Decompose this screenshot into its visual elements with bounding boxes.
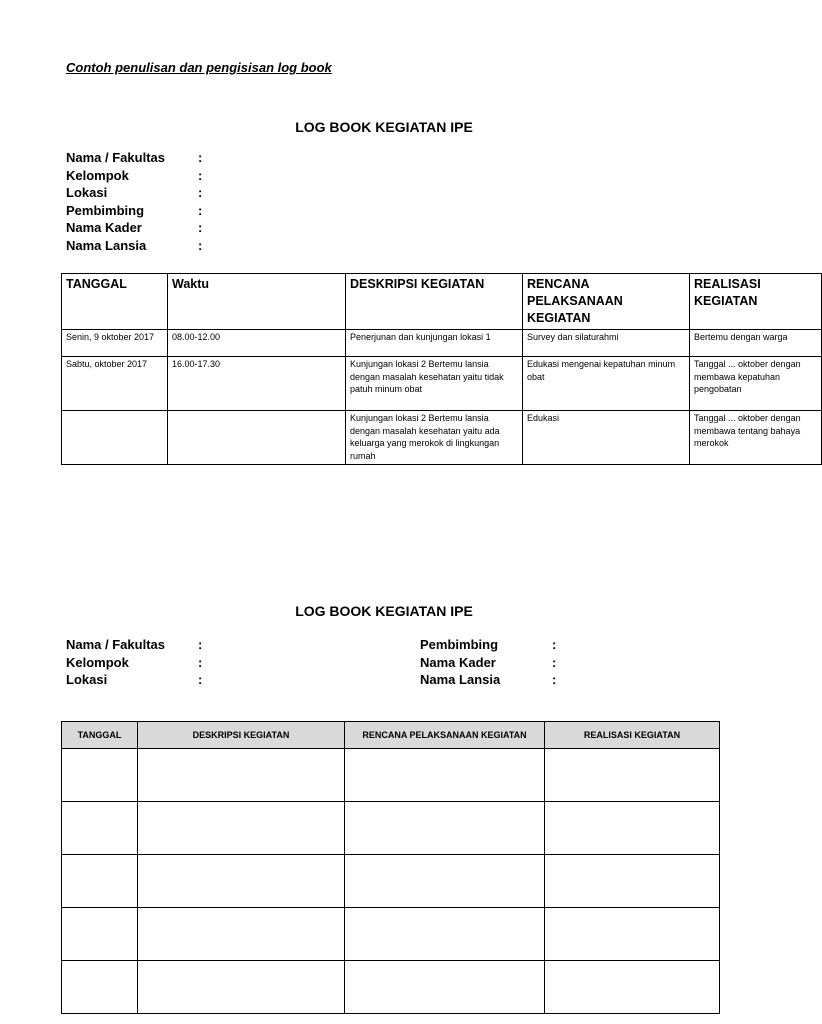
- table-cell[interactable]: [545, 855, 720, 908]
- table-cell: 16.00-17.30: [168, 357, 346, 411]
- identity-fields-right: [420, 636, 556, 689]
- table-cell[interactable]: [545, 908, 720, 961]
- table-cell: [168, 411, 346, 465]
- field-nama-kader: Nama Kader :: [66, 220, 203, 236]
- table-cell: Edukasi: [523, 411, 690, 465]
- header-realisasi: REALISASI KEGIATAN: [690, 274, 822, 330]
- table-cell: Edukasi mengenai kepatuhan minum obat: [523, 357, 690, 411]
- table-cell[interactable]: [545, 961, 720, 1014]
- table-cell[interactable]: [62, 908, 138, 961]
- table-cell: Kunjungan lokasi 2 Bertemu lansia dengan masalah kesehatan yaitu ada keluarga yang merokok di lingkungan rumah: [346, 411, 523, 465]
- identity-fields-example: [66, 149, 202, 255]
- table-cell: [62, 411, 168, 465]
- table-row: [62, 908, 720, 961]
- field-lokasi: Lokasi :: [66, 672, 203, 688]
- header-deskripsi: DESKRIPSI KEGIATAN: [138, 722, 345, 749]
- table-cell: Senin, 9 oktober 2017: [62, 330, 168, 357]
- table-row: [62, 802, 720, 855]
- table-header-row: [62, 274, 822, 330]
- header-tanggal: TANGGAL: [62, 722, 138, 749]
- blank-logbook-table: [61, 721, 720, 1014]
- table-cell: Sabtu, oktober 2017: [62, 357, 168, 411]
- header-deskripsi: DESKRIPSI KEGIATAN: [346, 274, 523, 330]
- field-kelompok: Kelompok :: [66, 167, 203, 183]
- table-cell[interactable]: [138, 802, 345, 855]
- field-pembimbing: Pembimbing :: [420, 637, 557, 652]
- field-lokasi: Lokasi :: [66, 185, 203, 201]
- table-cell[interactable]: [345, 855, 545, 908]
- example-logbook-table: [61, 273, 822, 465]
- table-cell[interactable]: [62, 855, 138, 908]
- table-cell: Survey dan silaturahmi: [523, 330, 690, 357]
- header-rencana: RENCANA PELAKSANAAN KEGIATAN: [345, 722, 545, 749]
- table-cell[interactable]: [138, 908, 345, 961]
- table-cell[interactable]: [62, 749, 138, 802]
- header-realisasi: REALISASI KEGIATAN: [545, 722, 720, 749]
- intro-heading: Contoh penulisan dan pengisisan log book: [66, 60, 332, 75]
- table-row: [62, 961, 720, 1014]
- field-nama-fakultas: Nama / Fakultas :: [66, 637, 203, 652]
- field-pembimbing: Pembimbing :: [66, 202, 203, 218]
- field-kelompok: Kelompok :: [66, 654, 203, 670]
- field-nama-lansia: Nama Lansia :: [66, 237, 203, 253]
- field-nama-lansia: Nama Lansia :: [420, 672, 557, 688]
- table-cell[interactable]: [345, 908, 545, 961]
- table-row: [62, 855, 720, 908]
- table-cell[interactable]: [345, 961, 545, 1014]
- table-cell[interactable]: [345, 802, 545, 855]
- table-header-row: [62, 722, 720, 749]
- table-cell: Kunjungan lokasi 2 Bertemu lansia dengan masalah kesehatan yaitu tidak patuh minum obat: [346, 357, 523, 411]
- table-cell[interactable]: [545, 802, 720, 855]
- logbook-title-example: LOG BOOK KEGIATAN IPE: [295, 119, 473, 135]
- table-row: [62, 411, 822, 465]
- table-cell: Tanggal ... oktober dengan membawa tentang bahaya merokok: [690, 411, 822, 465]
- table-cell[interactable]: [345, 749, 545, 802]
- table-cell: 08.00-12.00: [168, 330, 346, 357]
- table-cell: Bertemu dengan warga: [690, 330, 822, 357]
- identity-fields-left: [66, 636, 202, 689]
- table-row: [62, 357, 822, 411]
- table-cell[interactable]: [62, 802, 138, 855]
- table-cell[interactable]: [138, 749, 345, 802]
- table-cell[interactable]: [138, 961, 345, 1014]
- field-nama-kader: Nama Kader :: [420, 654, 557, 670]
- table-row: [62, 749, 720, 802]
- field-nama-fakultas: Nama / Fakultas :: [66, 150, 203, 165]
- header-tanggal: TANGGAL: [62, 274, 168, 330]
- logbook-title-blank: LOG BOOK KEGIATAN IPE: [295, 603, 473, 619]
- table-cell: Penerjunan dan kunjungan lokasi 1: [346, 330, 523, 357]
- table-cell[interactable]: [545, 749, 720, 802]
- table-row: [62, 330, 822, 357]
- header-rencana: RENCANA PELAKSANAAN KEGIATAN: [523, 274, 690, 330]
- header-waktu: Waktu: [168, 274, 346, 330]
- table-cell[interactable]: [138, 855, 345, 908]
- table-cell: Tanggal ... oktober dengan membawa kepatuhan pengobatan: [690, 357, 822, 411]
- table-cell[interactable]: [62, 961, 138, 1014]
